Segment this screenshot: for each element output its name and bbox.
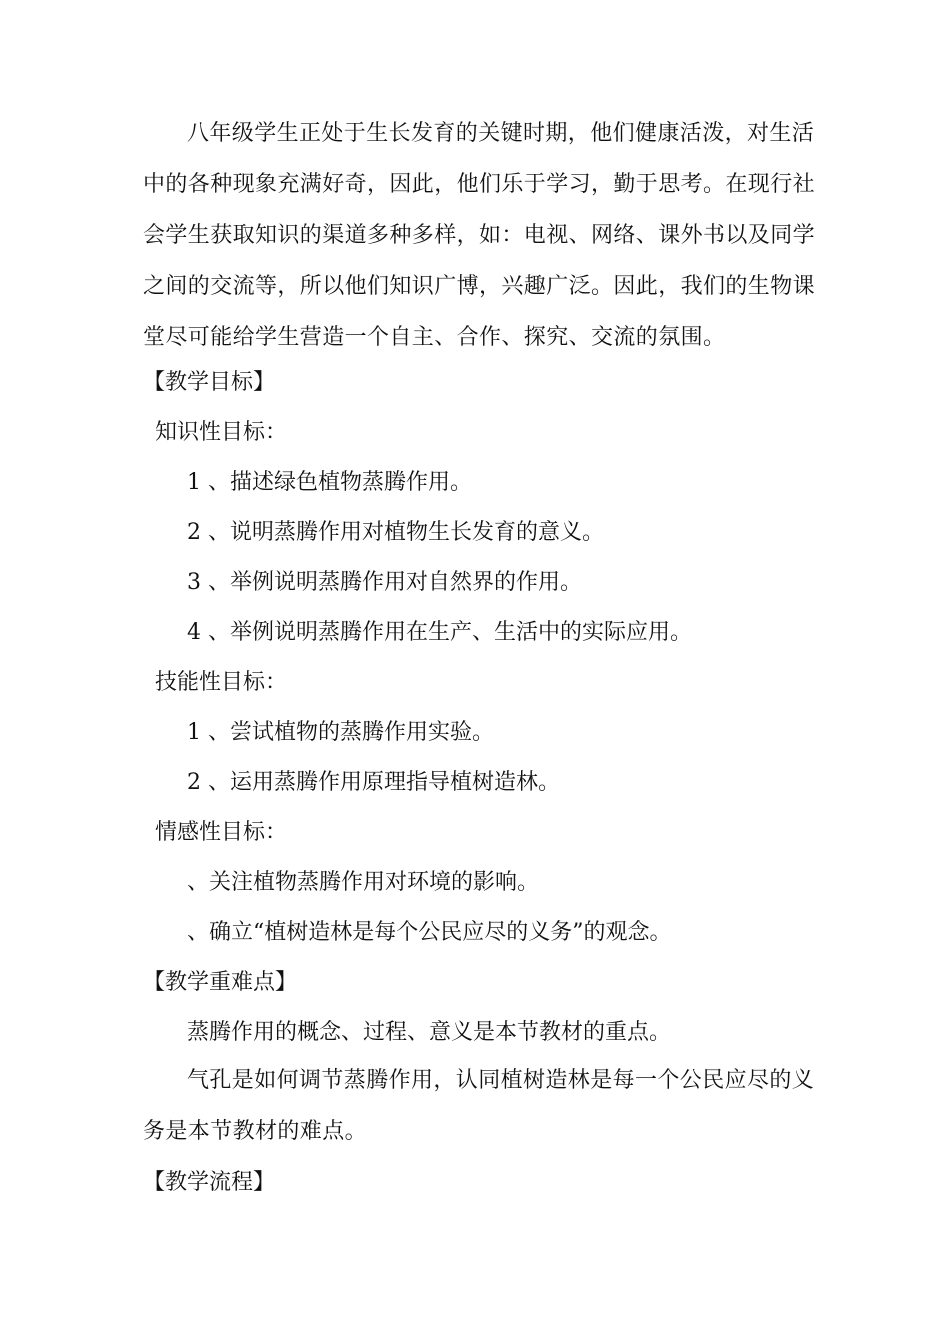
- key-points-heading: 【教学重难点】: [143, 970, 298, 995]
- skill-goal-item: 2 、运用蒸腾作用原理指导植树造林。: [187, 770, 560, 795]
- key-point-focus: 蒸腾作用的概念、过程、意义是本节教材的重点。: [187, 1020, 672, 1045]
- intro-paragraph: 八年级学生正处于生长发育的关键时期，他们健康活泼，对生活中的各种现象充满好奇，因此，他们乐于学习，勤于思考。在现行社会学生获取知识的渠道多种多样，如：电视、网络、课外书以及同学之间的交流等，所以他们知识广博，兴趣广泛。因此，我们的生物课堂尽可能给学生营造一个自主、合作、探究、交流的氛围。: [143, 121, 816, 350]
- teaching-goals-heading: 【教学目标】: [143, 370, 276, 395]
- knowledge-goals-title: 知识性目标：: [155, 420, 288, 445]
- knowledge-goal-item: 3 、举例说明蒸腾作用对自然界的作用。: [187, 570, 582, 595]
- key-point-difficulty: 气孔是如何调节蒸腾作用，认同植树造林是每一个公民应尽的义务是本节教材的难点。: [143, 1068, 815, 1144]
- knowledge-goal-item: 4 、举例说明蒸腾作用在生产、生活中的实际应用。: [187, 620, 692, 645]
- emotion-goal-item: 、确立“植树造林是每个公民应尽的义务”的观念。: [187, 920, 672, 945]
- teaching-process-heading: 【教学流程】: [143, 1170, 276, 1195]
- skill-goal-item: 1 、尝试植物的蒸腾作用实验。: [187, 720, 494, 745]
- skill-goals-title: 技能性目标：: [155, 670, 288, 695]
- knowledge-goal-item: 1 、描述绿色植物蒸腾作用。: [187, 470, 472, 495]
- emotion-goals-title: 情感性目标：: [155, 820, 288, 845]
- emotion-goal-item: 、关注植物蒸腾作用对环境的影响。: [187, 870, 540, 895]
- knowledge-goal-item: 2 、说明蒸腾作用对植物生长发育的意义。: [187, 520, 604, 545]
